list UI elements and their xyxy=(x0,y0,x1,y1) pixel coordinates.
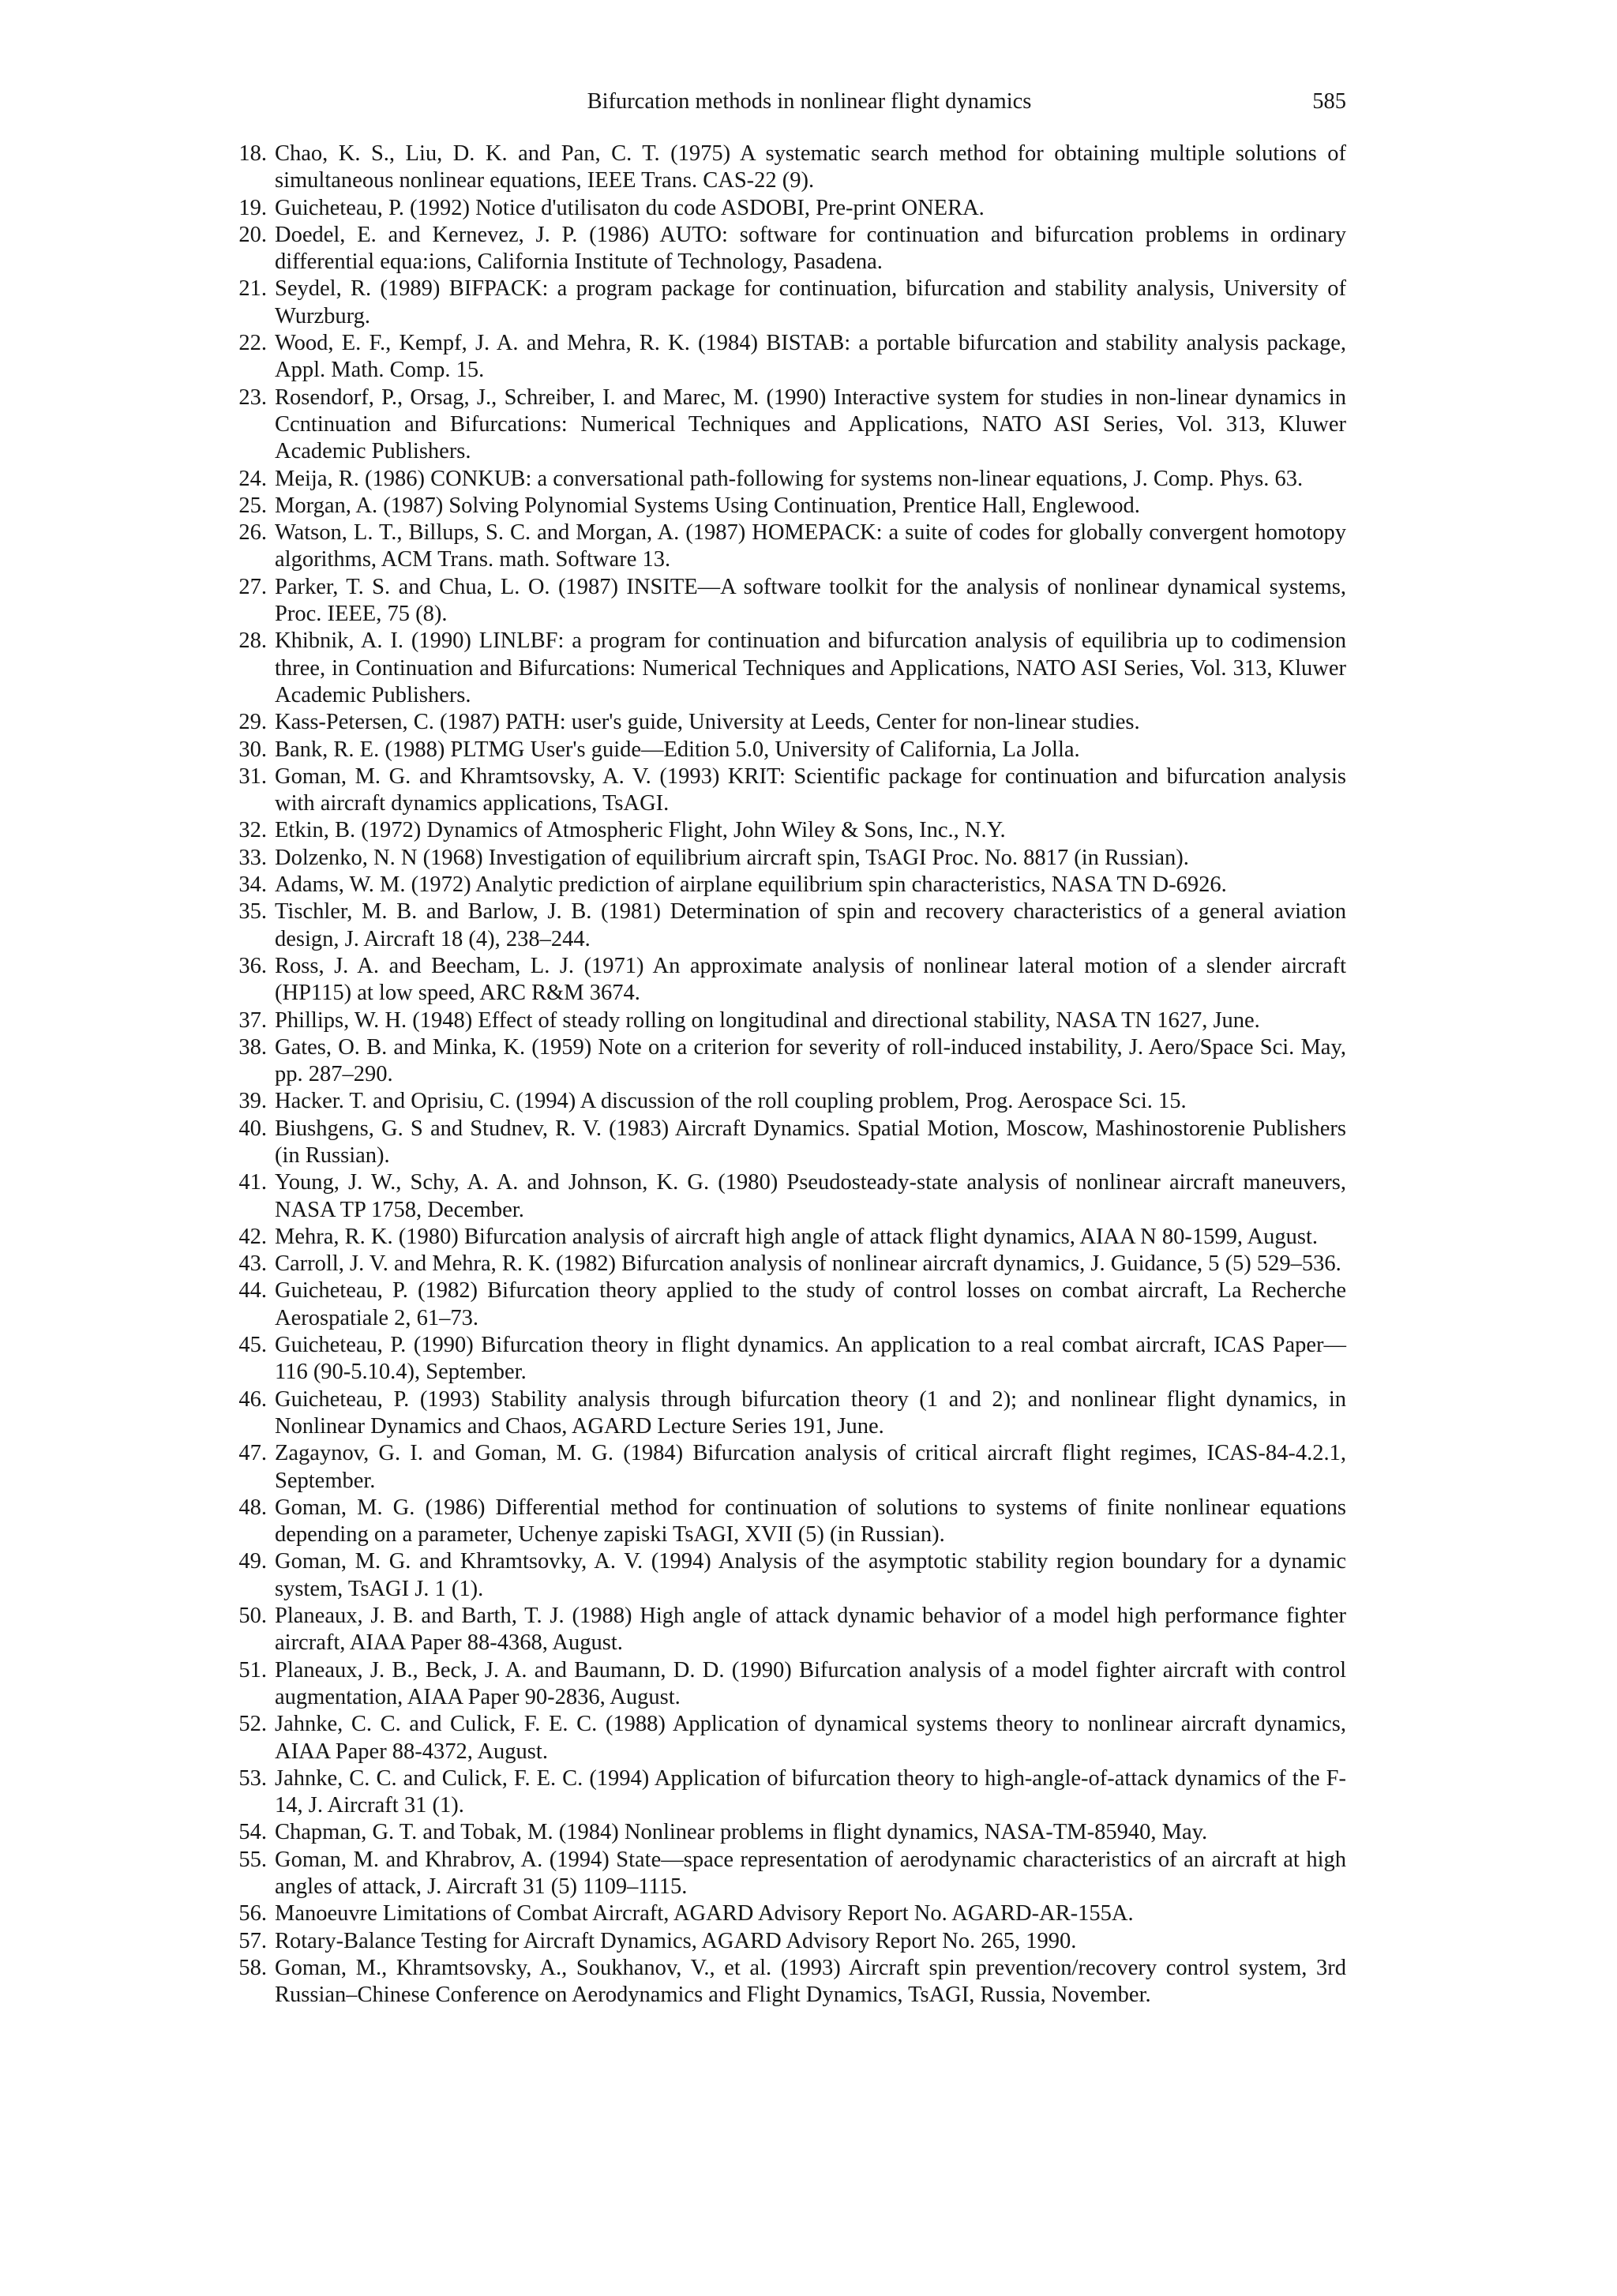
reference-number: 50. xyxy=(238,1604,267,1629)
reference-item xyxy=(0,872,1346,899)
reference-number: 55. xyxy=(238,1847,267,1872)
reference-item xyxy=(0,276,1346,330)
reference-text: Guicheteau, P. (1990) Bifurcation theory in flight dynamics. An application to a real combat aircraft, ICAS Paper—116 (90-5.10.4), September. xyxy=(275,1333,1346,1385)
reference-item xyxy=(0,1603,1346,1657)
reference-text: Seydel, R. (1989) BIFPACK: a program package for continuation, bifurcation and stability analysis, University of Wurzburg. xyxy=(275,276,1346,328)
reference-number: 21. xyxy=(238,276,267,302)
reference-number: 37. xyxy=(238,1007,267,1033)
reference-item xyxy=(0,1116,1346,1170)
reference-text: Planeaux, J. B., Beck, J. A. and Baumann, D. D. (1990) Bifurcation analysis of a model fighter aircraft with control augmentation, AIAA Paper 90-2836, August. xyxy=(275,1657,1346,1709)
reference-number: 23. xyxy=(238,385,267,410)
reference-number: 38. xyxy=(238,1034,267,1060)
reference-item xyxy=(0,222,1346,276)
reference-item xyxy=(0,1034,1346,1089)
reference-text: Manoeuvre Limitations of Combat Aircraft, AGARD Advisory Report No. AGARD-AR-155A. xyxy=(275,1901,1134,1926)
reference-item xyxy=(0,1277,1346,1332)
reference-text: Guicheteau, P. (1982) Bifurcation theory applied to the study of control losses on combat aircraft, La Recherche Aerospatiale 2, 61–73. xyxy=(275,1278,1346,1330)
reference-item xyxy=(0,845,1346,872)
reference-text: Chao, K. S., Liu, D. K. and Pan, C. T. (1975) A systematic search method for obtaining multiple solutions of simultaneous nonlinear equations, IEEE Trans. CAS-22 (9). xyxy=(275,141,1346,193)
reference-text: Phillips, W. H. (1948) Effect of steady rolling on longitudinal and directional stability, NASA TN 1627, June. xyxy=(275,1007,1260,1033)
reference-item xyxy=(0,1224,1346,1251)
reference-number: 45. xyxy=(238,1333,267,1358)
reference-number: 30. xyxy=(238,737,267,762)
reference-text: Planeaux, J. B. and Barth, T. J. (1988) High angle of attack dynamic behavior of a model high performance fighter aircraft, AIAA Paper 88-4368, August. xyxy=(275,1604,1346,1656)
reference-number: 20. xyxy=(238,222,267,247)
reference-item xyxy=(0,1332,1346,1386)
reference-text: Ross, J. A. and Beecham, L. J. (1971) An approximate analysis of nonlinear lateral motion of a slender aircraft (HP115) at low speed, ARC R&M 3674. xyxy=(275,953,1346,1006)
reference-item xyxy=(0,763,1346,818)
reference-item xyxy=(0,1765,1346,1820)
reference-text: Bank, R. E. (1988) PLTMG User's guide—Edition 5.0, University of California, La Jolla. xyxy=(275,737,1080,762)
reference-number: 32. xyxy=(238,818,267,843)
reference-number: 47. xyxy=(238,1441,267,1466)
reference-text: Doedel, E. and Kernevez, J. P. (1986) AUTO: software for continuation and bifurcation problems in ordinary differential equa:ions, California Institute of Technology, Pasadena. xyxy=(275,222,1346,275)
reference-item xyxy=(0,1955,1346,2009)
page-number: 585 xyxy=(1312,89,1346,114)
reference-text: Meija, R. (1986) CONKUB: a conversational path-following for systems non-linear equations, J. Comp. Phys. 63. xyxy=(275,466,1304,491)
reference-number: 27. xyxy=(238,574,267,599)
reference-item xyxy=(0,1251,1346,1277)
reference-number: 22. xyxy=(238,331,267,356)
reference-number: 42. xyxy=(238,1224,267,1249)
reference-item xyxy=(0,1819,1346,1846)
reference-number: 26. xyxy=(238,520,267,546)
reference-number: 34. xyxy=(238,872,267,898)
reference-item xyxy=(0,1169,1346,1224)
reference-text: Young, J. W., Schy, A. A. and Johnson, K. G. (1980) Pseudosteady-state analysis of nonlinear aircraft maneuvers, NASA TP 1758, December. xyxy=(275,1170,1346,1222)
reference-number: 39. xyxy=(238,1089,267,1114)
reference-text: Wood, E. F., Kempf, J. A. and Mehra, R. K. (1984) BISTAB: a portable bifurcation and stability analysis package, Appl. Math. Comp. 15. xyxy=(275,331,1346,383)
reference-text: Etkin, B. (1972) Dynamics of Atmospheric Flight, John Wiley & Sons, Inc., N.Y. xyxy=(275,818,1006,843)
reference-text: Gates, O. B. and Minka, K. (1959) Note on a criterion for severity of roll-induced instability, J. Aero/Space Sci. May, pp. 287–290. xyxy=(275,1034,1346,1087)
reference-item xyxy=(0,1928,1346,1955)
reference-text: Kass-Petersen, C. (1987) PATH: user's guide, University at Leeds, Center for non-linear studies. xyxy=(275,710,1140,735)
reference-number: 31. xyxy=(238,763,267,789)
reference-text: Parker, T. S. and Chua, L. O. (1987) INSITE—A software toolkit for the analysis of nonlinear dynamical systems, Proc. IEEE, 75 (8). xyxy=(275,574,1346,627)
reference-number: 40. xyxy=(238,1116,267,1141)
running-title: Bifurcation methods in nonlinear flight dynamics xyxy=(587,89,1032,114)
reference-item xyxy=(0,141,1346,195)
reference-number: 28. xyxy=(238,628,267,654)
reference-text: Tischler, M. B. and Barlow, J. B. (1981) Determination of spin and recovery characteristics of a general aviation design, J. Aircraft 18 (4), 238–244. xyxy=(275,899,1346,951)
reference-item xyxy=(0,1386,1346,1441)
reference-number: 29. xyxy=(238,710,267,735)
reference-number: 58. xyxy=(238,1955,267,1980)
reference-number: 25. xyxy=(238,493,267,518)
reference-number: 18. xyxy=(238,141,267,166)
reference-number: 33. xyxy=(238,845,267,870)
reference-item xyxy=(0,1440,1346,1495)
reference-item xyxy=(0,737,1346,763)
reference-item xyxy=(0,1007,1346,1034)
reference-item xyxy=(0,1847,1346,1901)
reference-item xyxy=(0,953,1346,1007)
reference-number: 43. xyxy=(238,1251,267,1277)
reference-text: Goman, M., Khramtsovsky, A., Soukhanov, V., et al. (1993) Aircraft spin prevention/recovery control system, 3rd Russian–Chinese Conference on Aerodynamics and Flight Dynamics, TsAGI, Russia, November. xyxy=(275,1955,1346,2008)
reference-item xyxy=(0,466,1346,493)
reference-number: 57. xyxy=(238,1928,267,1953)
reference-text: Khibnik, A. I. (1990) LINLBF: a program for continuation and bifurcation analysis of equilibria up to codimension three, in Continuation and Bifurcations: Numerical Techniques and Applications, NATO ASI Series, Vol. 313, Kluwer Academic Publishers. xyxy=(275,628,1346,707)
reference-text: Biushgens, G. S and Studnev, R. V. (1983) Aircraft Dynamics. Spatial Motion, Moscow, Mashinostorenie Publishers (in Russian). xyxy=(275,1116,1346,1168)
reference-text: Goman, M. G. and Khramtsovky, A. V. (1994) Analysis of the asymptotic stability region boundary for a dynamic system, TsAGI J. 1 (1). xyxy=(275,1549,1346,1601)
reference-text: Goman, M. G. (1986) Differential method for continuation of solutions to systems of finite nonlinear equations depending on a parameter, Uchenye zapiski TsAGI, XVII (5) (in Russian). xyxy=(275,1495,1346,1548)
reference-item xyxy=(0,574,1346,628)
reference-number: 48. xyxy=(238,1495,267,1520)
reference-item xyxy=(0,330,1346,385)
reference-number: 53. xyxy=(238,1765,267,1791)
reference-text: Jahnke, C. C. and Culick, F. E. C. (1988) Application of dynamical systems theory to nonlinear aircraft dynamics, AIAA Paper 88-4372, August. xyxy=(275,1712,1346,1764)
reference-item xyxy=(0,628,1346,709)
reference-number: 49. xyxy=(238,1549,267,1574)
reference-item xyxy=(0,709,1346,736)
reference-number: 41. xyxy=(238,1170,267,1195)
reference-text: Rotary-Balance Testing for Aircraft Dynamics, AGARD Advisory Report No. 265, 1990. xyxy=(275,1928,1077,1953)
reference-text: Hacker. T. and Oprisiu, C. (1994) A discussion of the roll coupling problem, Prog. Aerospace Sci. 15. xyxy=(275,1089,1187,1114)
reference-text: Guicheteau, P. (1992) Notice d'utilisaton du code ASDOBI, Pre-print ONERA. xyxy=(275,195,985,220)
reference-item xyxy=(0,493,1346,520)
reference-text: Watson, L. T., Billups, S. C. and Morgan, A. (1987) HOMEPACK: a suite of codes for globally convergent homotopy algorithms, ACM Trans. math. Software 13. xyxy=(275,520,1346,572)
reference-item xyxy=(0,817,1346,844)
reference-number: 46. xyxy=(238,1386,267,1412)
reference-text: Guicheteau, P. (1993) Stability analysis through bifurcation theory (1 and 2); and nonlinear flight dynamics, in Nonlinear Dynamics and Chaos, AGARD Lecture Series 191, June. xyxy=(275,1386,1346,1439)
reference-number: 56. xyxy=(238,1901,267,1926)
reference-text: Carroll, J. V. and Mehra, R. K. (1982) Bifurcation analysis of nonlinear aircraft dynamics, J. Guidance, 5 (5) 529–536. xyxy=(275,1251,1341,1277)
reference-text: Chapman, G. T. and Tobak, M. (1984) Nonlinear problems in flight dynamics, NASA-TM-85940, May. xyxy=(275,1820,1208,1845)
reference-text: Jahnke, C. C. and Culick, F. E. C. (1994) Application of bifurcation theory to high-angle-of-attack dynamics of the F-14, J. Aircraft 31 (1). xyxy=(275,1765,1346,1818)
reference-text: Goman, M. and Khrabrov, A. (1994) State—space representation of aerodynamic characteristics of an aircraft at high angles of attack, J. Aircraft 31 (5) 1109–1115. xyxy=(275,1847,1346,1899)
reference-item xyxy=(0,385,1346,466)
reference-text: Mehra, R. K. (1980) Bifurcation analysis of aircraft high angle of attack flight dynamics, AIAA N 80-1599, August. xyxy=(275,1224,1319,1249)
reference-number: 51. xyxy=(238,1657,267,1683)
reference-item xyxy=(0,1548,1346,1603)
reference-number: 52. xyxy=(238,1712,267,1737)
reference-list xyxy=(0,141,1346,2009)
reference-item xyxy=(0,520,1346,574)
reference-number: 35. xyxy=(238,899,267,925)
reference-text: Zagaynov, G. I. and Goman, M. G. (1984) Bifurcation analysis of critical aircraft flight regimes, ICAS-84-4.2.1, September. xyxy=(275,1441,1346,1493)
reference-number: 36. xyxy=(238,953,267,978)
reference-item xyxy=(0,899,1346,953)
reference-item xyxy=(0,1657,1346,1712)
reference-text: Goman, M. G. and Khramtsovsky, A. V. (1993) KRIT: Scientific package for continuation and bifurcation analysis with aircraft dynamics applications, TsAGI. xyxy=(275,763,1346,816)
reference-text: Rosendorf, P., Orsag, J., Schreiber, I. and Marec, M. (1990) Interactive system for studies in non-linear dynamics in Ccntinuation and Bifurcations: Numerical Techniques and Applications, NATO ASI Series, Vol. 313, Kluwer Academic Publishers. xyxy=(275,385,1346,464)
reference-item xyxy=(0,1495,1346,1549)
reference-number: 24. xyxy=(238,466,267,491)
reference-number: 44. xyxy=(238,1278,267,1304)
reference-item xyxy=(0,1900,1346,1927)
reference-number: 19. xyxy=(238,195,267,220)
reference-item xyxy=(0,1711,1346,1765)
reference-item xyxy=(0,1088,1346,1115)
reference-text: Morgan, A. (1987) Solving Polynomial Systems Using Continuation, Prentice Hall, Englewood. xyxy=(275,493,1140,518)
reference-text: Adams, W. M. (1972) Analytic prediction of airplane equilibrium spin characteristics, NASA TN D-6926. xyxy=(275,872,1227,898)
reference-item xyxy=(0,195,1346,222)
reference-number: 54. xyxy=(238,1820,267,1845)
reference-text: Dolzenko, N. N (1968) Investigation of equilibrium aircraft spin, TsAGI Proc. No. 8817 (in Russian). xyxy=(275,845,1189,870)
